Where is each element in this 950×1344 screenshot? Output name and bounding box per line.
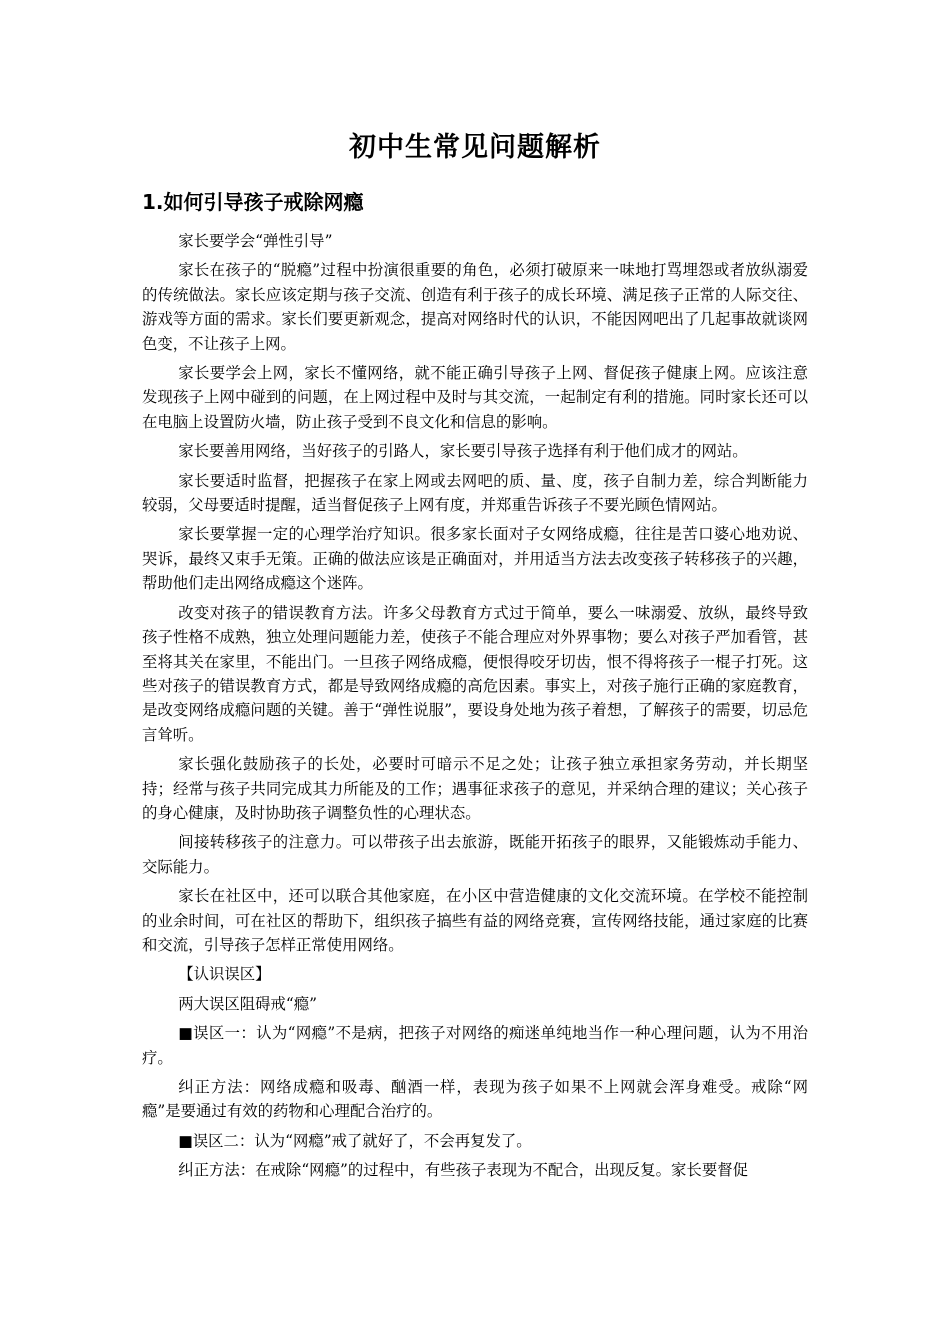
- paragraph: 家长在社区中，还可以联合其他家庭，在小区中营造健康的文化交流环境。在学校不能控制的业余时间，可在社区的帮助下，组织孩子搞些有益的网络竞赛，宣传网络技能，通过家庭的比赛和交流，引导孩子怎样正常使用网络。: [142, 887, 808, 954]
- paragraph: 家长在孩子的“脱瘾”过程中扮演很重要的角色，必须打破原来一味地打骂埋怨或者放纵溺爱的传统做法。家长应该定期与孩子交流、创造有利于孩子的成长环境、满足孩子正常的人际交往、游戏等方面的需求。家长们要更新观念，提高对网络时代的认识，不能因网吧出了几起事故就谈网色变，不让孩子上网。: [142, 261, 808, 353]
- paragraph: ■误区二：认为“网瘾”戒了就好了，不会再复发了。: [178, 1131, 532, 1150]
- paragraph: 改变对孩子的错误教育方法。许多父母教育方式过于简单，要么一味溺爱、放纵，最终导致孩子性格不成熟，独立处理问题能力差，使孩子不能合理应对外界事物；要么对孩子严加看管，甚至将其关在家里，不能出门。一旦孩子网络成瘾，便恨得咬牙切齿，恨不得将孩子一棍子打死。这些对孩子的错误教育方式，都是导致网络成瘾的高危因素。事实上，对孩子施行正确的家庭教育，是改变网络成瘾问题的关键。善于“弹性说服”，要设身处地为孩子着想，了解孩子的需要，切忌危言耸听。: [142, 603, 808, 744]
- paragraph: 两大误区阻碍戒“瘾”: [178, 994, 318, 1013]
- page-title: 初中生常见问题解析: [349, 132, 601, 163]
- paragraph: 【认识误区】: [178, 965, 271, 984]
- paragraph: 家长要掌握一定的心理学治疗知识。很多家长面对子女网络成瘾，往往是苦口婆心地劝说、哭诉，最终又束手无策。正确的做法应该是正确面对，并用适当方法去改变孩子转移孩子的兴趣，帮助他们走出网络成瘾这个迷阵。: [142, 525, 808, 593]
- paragraph: 家长要学会“弹性引导”: [178, 232, 333, 250]
- paragraph: 家长要适时监督，把握孩子在家上网或去网吧的质、量、度，孩子自制力差，综合判断能力较弱，父母要适时提醒，适当督促孩子上网有度，并郑重告诉孩子不要光顾色情网站。: [142, 471, 808, 515]
- paragraph: 纠正方法：网络成瘾和吸毒、酗酒一样，表现为孩子如果不上网就会浑身难受。戒除“网瘾”是要通过有效的药物和心理配合治疗的。: [142, 1078, 808, 1121]
- paragraph: 家长强化鼓励孩子的长处，必要时可暗示不足之处；让孩子独立承担家务劳动，并长期坚持；经常与孩子共同完成其力所能及的工作；遇事征求孩子的意见，并采纳合理的建议；关心孩子的身心健康，及时协助孩子调整负性的心理状态。: [142, 755, 808, 822]
- paragraph: 家长要善用网络，当好孩子的引路人，家长要引导孩子选择有利于他们成才的网站。: [178, 442, 748, 461]
- paragraph: ■误区一：认为“网瘾”不是病，把孩子对网络的痴迷单纯地当作一种心理问题，认为不用治疗。: [142, 1024, 808, 1067]
- body-text: [142, 229, 808, 1188]
- section-heading: 1.如何引导孩子戒除网瘾: [142, 190, 364, 214]
- paragraph: 间接转移孩子的注意力。可以带孩子出去旅游，既能开拓孩子的眼界，又能锻炼动手能力、交际能力。: [142, 833, 808, 876]
- paragraph: 纠正方法：在戒除“网瘾”的过程中，有些孩子表现为不配合，出现反复。家长要督促: [178, 1161, 748, 1180]
- paragraph: 家长要学会上网，家长不懂网络，就不能正确引导孩子上网、督促孩子健康上网。应该注意发现孩子上网中碰到的问题，在上网过程中及时与其交流，一起制定有利的措施。同时家长还可以在电脑上设置防火墙，防止孩子受到不良文化和信息的影响。: [142, 364, 808, 431]
